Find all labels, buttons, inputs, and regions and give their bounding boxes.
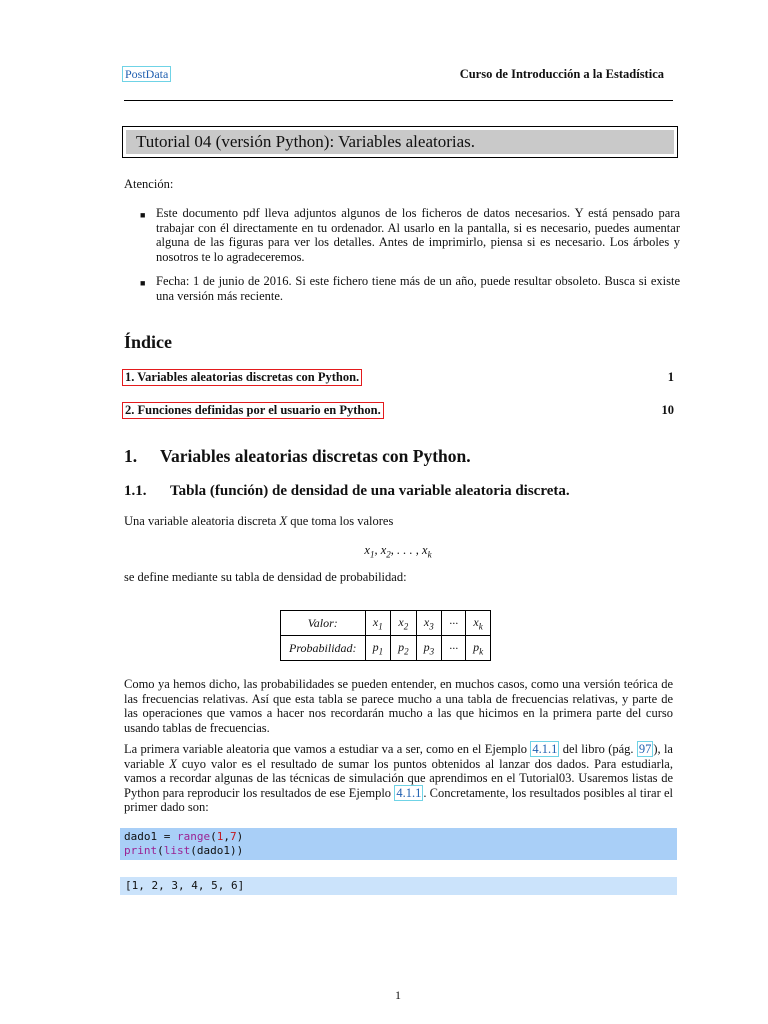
paragraph-first-variable xyxy=(124,742,673,815)
paragraph-text: del libro (pág. xyxy=(559,742,637,756)
table-cell: ··· xyxy=(442,636,466,661)
intro-paragraph xyxy=(124,514,393,529)
page-number: 1 xyxy=(395,988,401,1002)
code-line: dado1 = range(1,7) xyxy=(124,830,244,843)
paragraph-probabilities: Como ya hemos dicho, las probabilidades se pueden entender, en muchos casos, como una versión teórica de las frecuencias relativas. Así que esta tabla se parece mucho a una tabla de frecuencias relativas, y parte de las operaciones que vamos a hacer nos recordarán mucho a las que hicimos en la primera parte del curso usando tablas de frecuencias. xyxy=(124,677,673,735)
table-row xyxy=(281,636,491,661)
section-number: 1. xyxy=(124,446,138,466)
table-row xyxy=(281,611,491,636)
toc-page-number: 10 xyxy=(661,403,674,417)
bullet-marker: ■ xyxy=(140,278,146,288)
ref-page-link[interactable]: 97 xyxy=(638,742,652,756)
document-title: Tutorial 04 (versión Python): Variables aleatorias. xyxy=(126,130,674,154)
subsection-heading xyxy=(124,483,570,500)
toc-link-section-1[interactable]: 1. Variables aleatorias discretas con Python. xyxy=(122,369,362,386)
table-cell: $p_1$ xyxy=(365,636,391,661)
bullet-text: Este documento pdf lleva adjuntos algunos de los ficheros de datos necesarios. Y está pensado para trabajar con él directamente en tu ordenador. Al usarlo en la pantalla, si es necesario, puedes aumentar alguna de las figuras para ver los detalles. Antes de imprimirlo, piensa si es necesario. Los árboles y nosotros te lo agradeceremos. xyxy=(156,206,680,264)
subsection-number: 1.1. xyxy=(124,483,147,499)
header-divider xyxy=(124,100,673,101)
table-cell: $x_k$ xyxy=(466,611,491,636)
toc-page-number: 1 xyxy=(667,370,674,384)
attention-label: Atención: xyxy=(124,177,174,191)
define-paragraph: se define mediante su tabla de densidad de probabilidad: xyxy=(124,570,407,584)
table-cell: $x_1$ xyxy=(365,611,391,636)
paragraph-text: cuyo valor es el resultado de sumar los puntos obtenidos al lanzar dos dados. Para estudiarla, vamos a recordar algunas de las técnicas de simulación que aprendimos en el Tutorial03. Usaremos listas de Python para reproducir los resultados de ese Ejemplo xyxy=(124,756,673,800)
intro-variable: X xyxy=(279,514,288,528)
bullet-text: Fecha: 1 de junio de 2016. Si este fichero tiene más de un año, puede resultar obsoleto. Busca si existe una versión más reciente. xyxy=(156,274,680,303)
table-header-cell: Probabilidad: xyxy=(281,636,366,661)
section-title: Variables aleatorias discretas con Python. xyxy=(160,446,471,466)
postdata-link[interactable]: PostData xyxy=(122,66,171,82)
attention-bullet xyxy=(140,274,680,303)
course-title: Curso de Introducción a la Estadística xyxy=(459,67,664,81)
ref-ejemplo-link[interactable]: 4.1.1 xyxy=(532,742,558,756)
table-header-cell: Valor: xyxy=(281,611,366,636)
paragraph-text: ), la variable xyxy=(124,742,673,771)
bullet-marker: ■ xyxy=(140,210,146,220)
table-cell: $p_k$ xyxy=(466,636,491,661)
table-cell: $x_2$ xyxy=(391,611,417,636)
ref-ejemplo-link[interactable]: 4.1.1 xyxy=(396,785,422,800)
code-output: [1, 2, 3, 4, 5, 6] xyxy=(120,877,677,895)
code-block xyxy=(120,828,677,860)
table-cell: ··· xyxy=(442,611,466,636)
table-cell: $p_3$ xyxy=(416,636,442,661)
toc-entry xyxy=(122,369,674,386)
document-title-box xyxy=(122,126,678,158)
toc-link-section-2[interactable]: 2. Funciones definidas por el usuario en Python. xyxy=(122,402,384,419)
code-line: print(list(dado1)) xyxy=(124,844,244,857)
table-cell: $p_2$ xyxy=(391,636,417,661)
intro-text: que toma los valores xyxy=(287,514,394,528)
index-title: Índice xyxy=(124,332,173,352)
toc-entry xyxy=(122,402,674,419)
table-cell: $x_3$ xyxy=(416,611,442,636)
section-heading xyxy=(124,446,471,467)
values-sequence: $x_1$, $x_2$, . . . , $x_k$ xyxy=(364,543,432,560)
paragraph-variable: X xyxy=(169,756,177,771)
paragraph-text: La primera variable aleatoria que vamos a estudiar va a ser, como en el Ejemplo xyxy=(124,742,531,756)
intro-text: Una variable aleatoria discreta xyxy=(124,514,280,528)
attention-bullet xyxy=(140,206,680,264)
density-table xyxy=(280,610,491,661)
paragraph-text: . Concretamente, los resultados posibles al tirar el primer dado son: xyxy=(124,785,674,815)
subsection-title: Tabla (función) de densidad de una variable aleatoria discreta. xyxy=(170,483,570,499)
